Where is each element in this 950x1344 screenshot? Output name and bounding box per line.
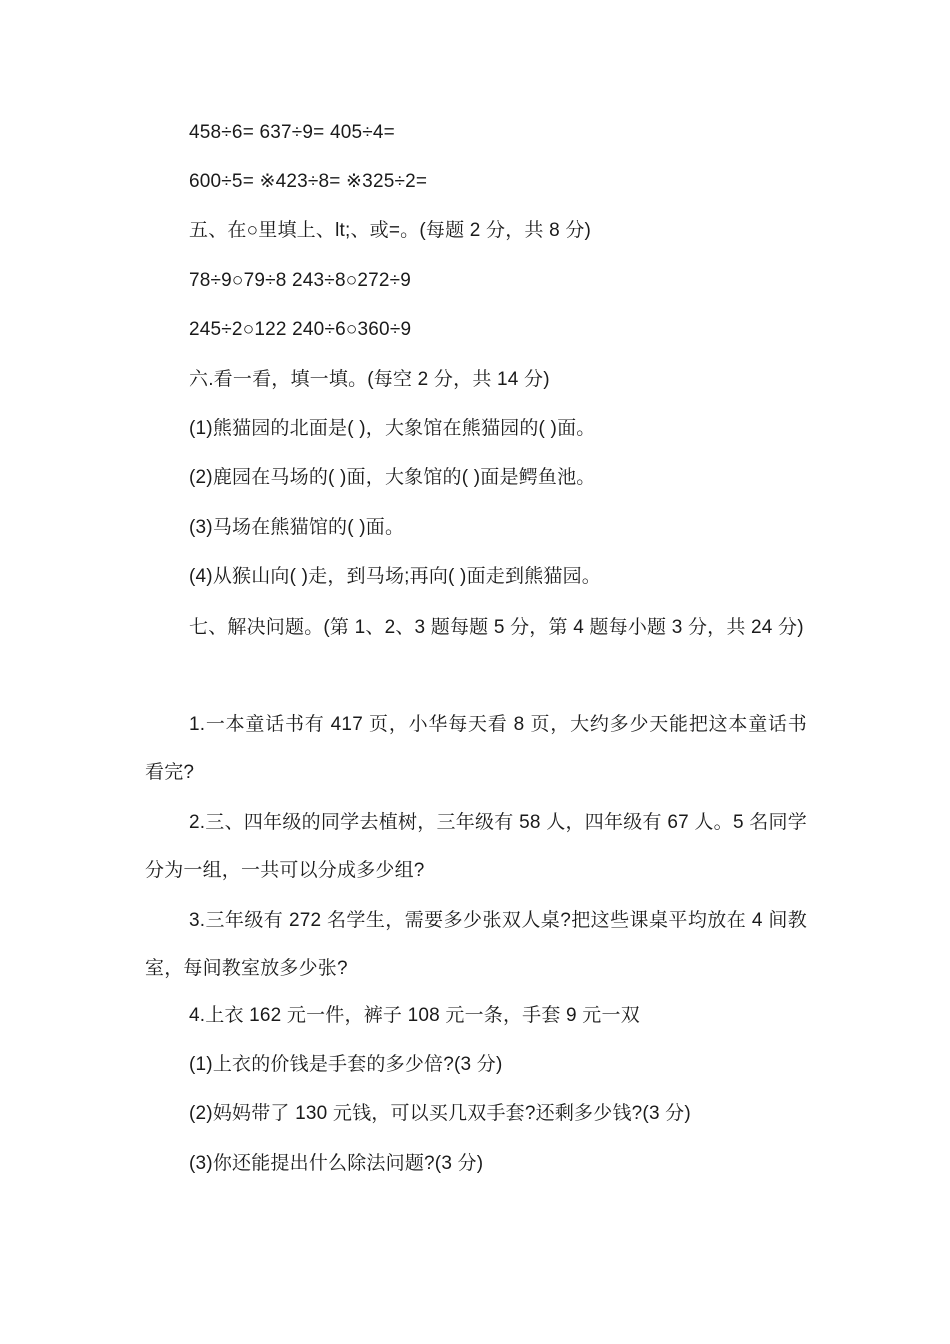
division-problems-row-2: 600÷5= ※423÷8= ※325÷2= [189,171,428,192]
section-7-heading: 七、解决问题。(第 1、2、3 题每题 5 分，第 4 题每小题 3 分，共 24 分) [189,617,804,638]
direction-question-3: (3)马场在熊猫馆的( )面。 [189,517,405,538]
section-6-heading: 六.看一看，填一填。(每空 2 分，共 14 分) [189,369,550,390]
division-problems-row-1: 458÷6= 637÷9= 405÷4= [189,122,395,143]
word-problem-4: 4.上衣 162 元一件，裤子 108 元一条，手套 9 元一双 [189,1005,640,1026]
word-problem-3: 3.三年级有 272 名学生，需要多少张双人桌?把这些课桌平均放在 4 间教室，每间教室放多少张? [145,910,807,979]
word-problem-2: 2.三、四年级的同学去植树，三年级有 58 人，四年级有 67 人。5 名同学分为一组，一共可以分成多少组? [145,812,807,881]
word-problem-4-part-1: (1)上衣的价钱是手套的多少倍?(3 分) [189,1054,503,1075]
direction-question-1: (1)熊猫园的北面是( )，大象馆在熊猫园的( )面。 [189,418,596,439]
direction-question-4: (4)从猴山向( )走，到马场;再向( )面走到熊猫园。 [189,566,601,587]
word-problem-1: 1.一本童话书有 417 页，小华每天看 8 页，大约多少天能把这本童话书看完? [145,714,807,783]
direction-question-2: (2)鹿园在马场的( )面，大象馆的( )面是鳄鱼池。 [189,467,596,488]
comparison-row-1: 78÷9○79÷8 243÷8○272÷9 [189,270,412,291]
word-problem-4-part-3: (3)你还能提出什么除法问题?(3 分) [189,1153,484,1174]
comparison-row-2: 245÷2○122 240÷6○360÷9 [189,319,412,340]
section-5-heading: 五、在○里填上、lt;、或=。(每题 2 分，共 8 分) [189,220,592,241]
word-problem-4-part-2: (2)妈妈带了 130 元钱，可以买几双手套?还剩多少钱?(3 分) [189,1103,691,1124]
